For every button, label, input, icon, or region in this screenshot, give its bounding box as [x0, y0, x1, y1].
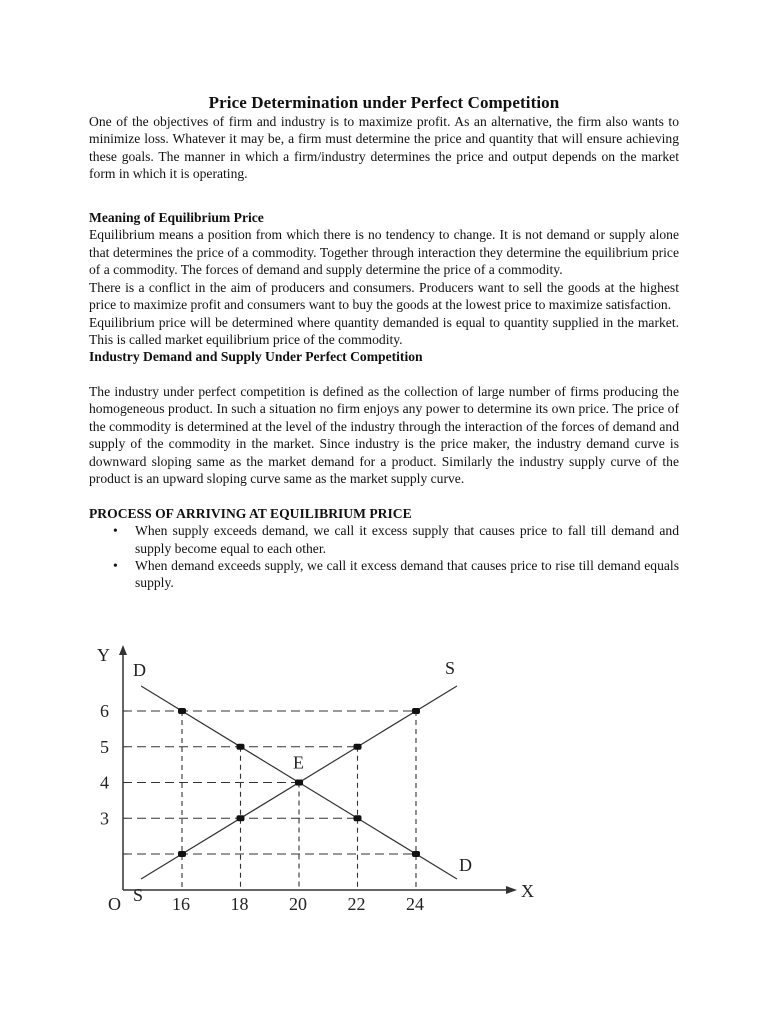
bullet-text: When demand exceeds supply, we call it excess demand that causes price to rise till demand equals supply. [135, 557, 679, 591]
industry-paragraph: The industry under perfect competition is defined as the collection of large number of firms producing the homogeneous product. In such a situation no firm enjoys any power to determine its own price. The price of the commodity is determined at the level of the industry through the interaction of the forces of demand and supply of the commodity in the market. Since industry is the price maker, the industry demand curve is downward sloping same as the market demand for a product. Similarly the industry supply curve of the product is an upward sloping curve same as the market supply curve. [89, 383, 679, 487]
data-point [354, 744, 362, 750]
intro-paragraph: One of the objectives of firm and industry is to maximize profit. As an alternative, the firm also wants to minimize loss. Whatever it may be, a firm must determine the price and quantity that will ensure achieving these goals. The manner in which a firm/industry determines the price and output depends on the market form in which it is operating. [89, 114, 679, 182]
demand-label-end: D [458, 855, 472, 876]
y-axis-arrow-icon [119, 645, 127, 655]
data-point [178, 708, 186, 714]
page-title: Price Determination under Perfect Competition [208, 93, 560, 112]
bullet-text: When supply exceeds demand, we call it excess supply that causes price to fall till demand and supply become equal to each other. [135, 523, 679, 556]
supply-label-start: S [133, 885, 144, 906]
data-point [412, 851, 420, 857]
data-point [295, 780, 303, 786]
y-axis-label: Y [97, 645, 110, 665]
y-tick-label: 6 [100, 701, 109, 721]
process-bullet-list [89, 522, 679, 592]
x-tick-label: 20 [289, 894, 307, 914]
x-tick-label: 24 [406, 894, 424, 914]
section-heading-industry: Industry Demand and Supply Under Perfect Competition [89, 349, 423, 365]
equilibrium-paragraph: Equilibrium means a position from which there is no tendency to change. It is not demand or supply alone that determines the price of a commodity. Together through interaction they determine the equilibrium price of a commodity. The forces of demand and supply determine the price of a commodity. [89, 227, 679, 278]
supply-label-end: S [444, 657, 455, 678]
bullet-icon: • [113, 557, 118, 573]
data-point [354, 815, 362, 821]
document-body [89, 93, 679, 592]
y-tick-label: 4 [100, 772, 109, 793]
section-heading-process: PROCESS OF ARRIVING AT EQUILIBRIUM PRICE [89, 505, 412, 521]
y-tick-label: 5 [100, 736, 109, 757]
data-point [412, 708, 420, 714]
equilibrium-price-paragraph: Equilibrium price will be determined where quantity demanded is equal to quantity supplied in the market. This is called market equilibrium price of the commodity. [89, 314, 679, 347]
list-item [89, 522, 679, 557]
list-item [89, 557, 679, 592]
spacer [89, 366, 679, 383]
bullet-icon: • [113, 523, 118, 539]
supply-demand-chart [80, 635, 550, 915]
y-tick-label: 3 [100, 808, 109, 829]
x-axis-arrow-icon [506, 886, 517, 894]
origin-label: O [108, 894, 121, 914]
spacer [89, 200, 679, 209]
data-point [178, 851, 186, 857]
equilibrium-label: E [293, 752, 304, 773]
spacer [89, 488, 679, 505]
section-heading-equilibrium: Meaning of Equilibrium Price [89, 209, 264, 225]
x-tick-label: 16 [172, 894, 190, 914]
demand-label-start: D [133, 659, 147, 680]
x-tick-label: 22 [347, 894, 366, 914]
conflict-paragraph: There is a conflict in the aim of producers and consumers. Producers want to sell the goods at the highest price to maximize profit and consumers want to buy the goods at the lowest price to maximize satisfaction. [89, 279, 679, 313]
axis-ticks [100, 701, 424, 914]
spacer [89, 183, 679, 200]
data-point [237, 815, 245, 821]
chart-canvas [80, 635, 550, 915]
x-axis-label: X [521, 881, 534, 901]
x-tick-label: 18 [230, 894, 249, 914]
data-point [237, 744, 245, 750]
